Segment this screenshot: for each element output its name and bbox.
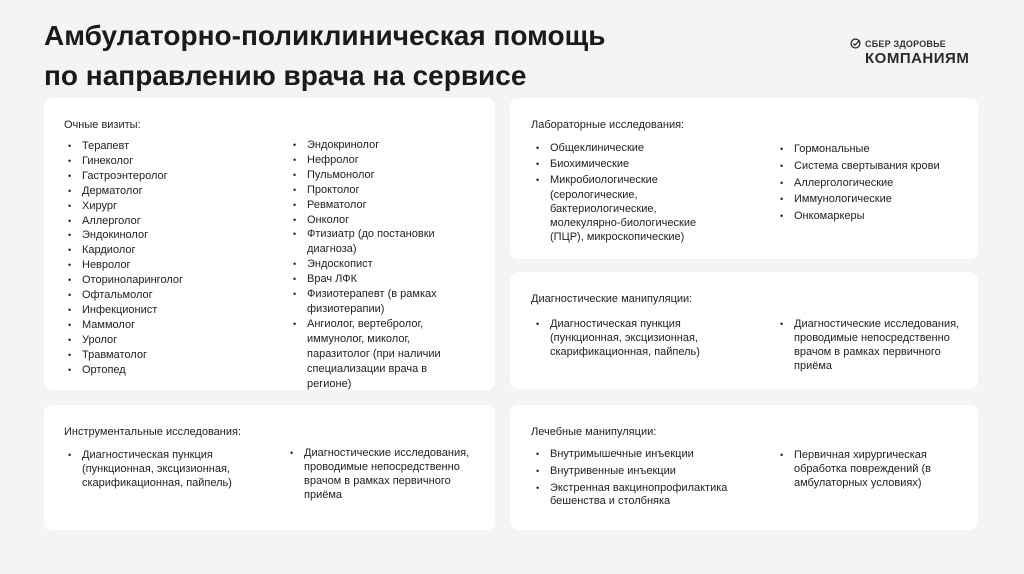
list-item: • Внутривенные инъекции: [536, 465, 741, 479]
list-item: • Онколог: [293, 213, 465, 228]
list-item: • Внутримышечные инъекции: [536, 448, 741, 462]
list-item: • Кардиолог: [68, 243, 268, 258]
card-treatment-title: Лечебные манипуляции:: [531, 426, 657, 438]
list-item: • Ангиолог, вертебролог, иммунолог, миколог, паразитолог (при наличии специализации врача в регионе): [293, 317, 465, 392]
page-title-line-2: по направлению врача на сервисе: [44, 60, 527, 91]
list-item: • Иммунологические: [780, 191, 970, 208]
list-item: • Невролог: [68, 258, 268, 273]
list-item: • Микробиологические (серологические, бактериологические, молекулярно-биологические (ПЦР), микроскопические): [536, 173, 716, 244]
list-item: • Общеклинические: [536, 141, 716, 155]
list-item: • Онкомаркеры: [780, 208, 970, 225]
list-item: • Уролог: [68, 333, 268, 348]
list-item: • Эндокринолог: [293, 138, 465, 153]
logo-text-top: СБЕР ЗДОРОВЬЕ: [865, 38, 946, 49]
card-lab: [510, 98, 978, 259]
list-item: • Диагностические исследования, проводимые непосредственно врачом в рамках первичного приёма: [780, 317, 970, 373]
list-item: • Гастроэнтеролог: [68, 169, 268, 184]
card-diagnostic: [510, 272, 978, 389]
diag-list-col1: [536, 317, 721, 359]
list-item: • Пульмонолог: [293, 168, 465, 183]
card-instrumental: [44, 405, 495, 530]
page-title-line-1: Амбулаторно-поликлиническая помощь: [44, 20, 606, 51]
list-item: • Первичная хирургическая обработка повреждений (в амбулаторных условиях): [780, 448, 955, 490]
visits-list-col2: [293, 138, 465, 391]
list-item: • Нефролог: [293, 153, 465, 168]
list-item: • Ревматолог: [293, 198, 465, 213]
diag-list-col2: [780, 317, 970, 373]
list-item: • Хирург: [68, 199, 268, 214]
card-visits-title: Очные визиты:: [64, 119, 141, 131]
list-item: • Фтизиатр (до постановки диагноза): [293, 227, 465, 257]
logo-text-bottom: КОМПАНИЯМ: [865, 50, 970, 67]
list-item: • Офтальмолог: [68, 288, 268, 303]
list-item: • Оториноларинголог: [68, 273, 268, 288]
list-item: • Аллерголог: [68, 214, 268, 229]
instr-list-col1: [68, 448, 248, 490]
lab-list-col2: [780, 141, 970, 225]
list-item: • Диагностические исследования, проводимые непосредственно врачом в рамках первичного приёма: [290, 446, 480, 502]
list-item: • Система свертывания крови: [780, 158, 970, 175]
list-item: • Инфекционист: [68, 303, 268, 318]
list-item: • Гинеколог: [68, 154, 268, 169]
list-item: • Гормональные: [780, 141, 970, 158]
list-item: • Травматолог: [68, 348, 268, 363]
card-diagnostic-title: Диагностические манипуляции:: [531, 293, 693, 305]
treat-list-col2: [780, 448, 955, 490]
card-lab-title: Лабораторные исследования:: [531, 119, 685, 131]
list-item: • Дерматолог: [68, 184, 268, 199]
list-item: • Эндокинолог: [68, 228, 268, 243]
list-item: • Диагностическая пункция (пункционная, эксцизионная, скарификационная, пайпель): [68, 448, 248, 490]
list-item: • Аллергологические: [780, 175, 970, 192]
list-item: • Биохимические: [536, 157, 716, 171]
list-item: • Физиотерапевт (в рамках физиотерапии): [293, 287, 465, 317]
list-item: • Ортопед: [68, 363, 268, 378]
brand-logo: [850, 38, 1000, 67]
list-item: • Маммолог: [68, 318, 268, 333]
list-item: • Терапевт: [68, 139, 268, 154]
list-item: • Диагностическая пункция (пункционная, эксцизионная, скарификационная, пайпель): [536, 317, 721, 359]
card-treatment: [510, 405, 978, 530]
instr-list-col2: [290, 446, 480, 502]
list-item: • Проктолог: [293, 183, 465, 198]
card-visits: [44, 98, 495, 390]
sber-check-icon: [850, 38, 861, 49]
visits-list-col1: [68, 139, 268, 378]
list-item: • Врач ЛФК: [293, 272, 465, 287]
list-item: • Экстренная вакцинопрофилактика бешенства и столбняка: [536, 482, 741, 510]
treat-list-col1: [536, 448, 741, 509]
page-title: [44, 16, 605, 96]
list-item: • Эндоскопист: [293, 257, 465, 272]
lab-list-col1: [536, 141, 716, 244]
card-instrumental-title: Инструментальные исследования:: [64, 426, 242, 438]
